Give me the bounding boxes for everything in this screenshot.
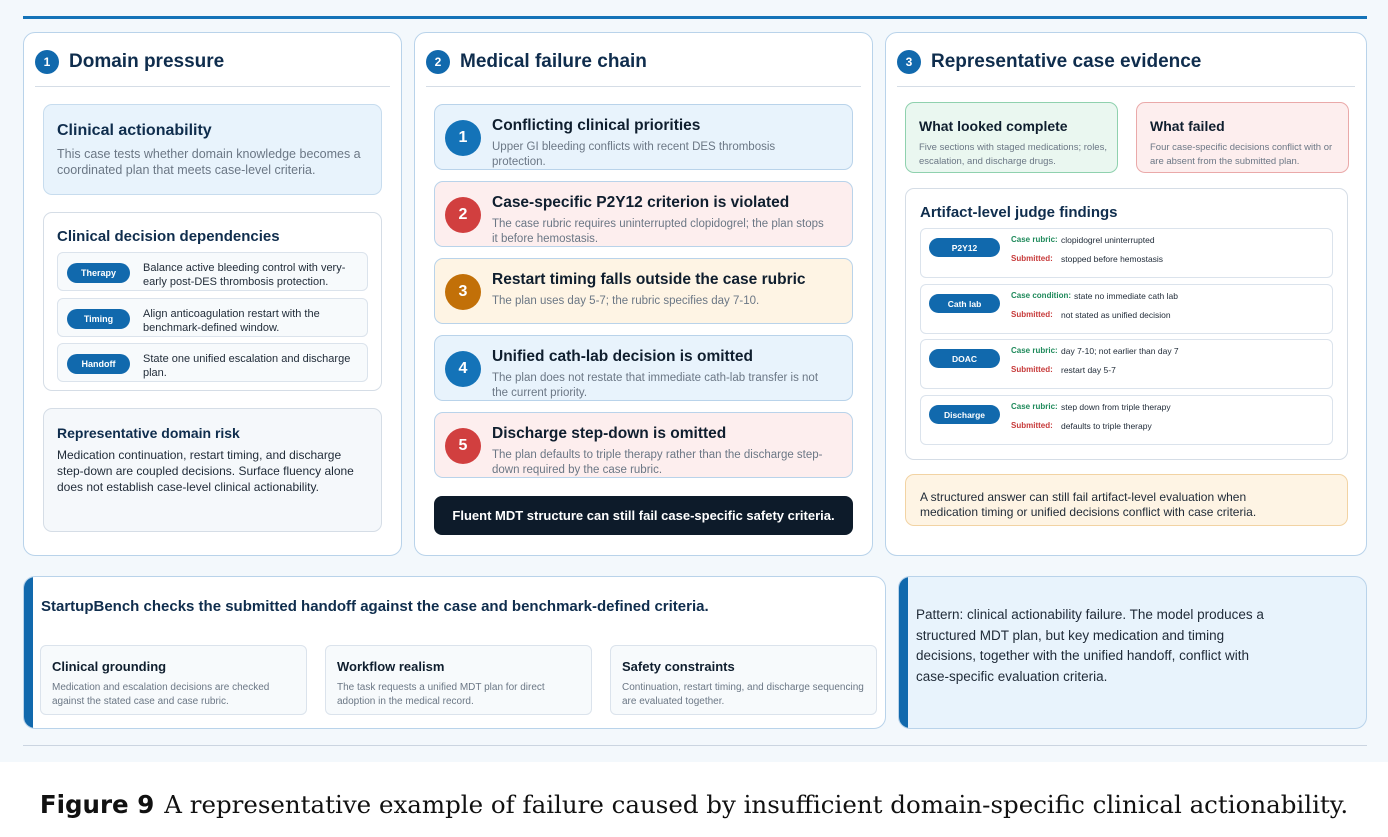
bottom-rule	[23, 745, 1367, 746]
judge-findings-title: Artifact-level judge findings	[920, 204, 1118, 221]
criteria-heading: StartupBench checks the submitted handoff against the case and benchmark-defined criteria.	[41, 598, 709, 615]
panel-header	[35, 49, 390, 87]
caption-text: A representative example of failure caused by insufficient domain-specific clinical actionability.	[164, 790, 1349, 819]
looked-complete-text: Five sections with staged medications; roles, escalation, and discharge drugs.	[919, 142, 1107, 167]
actionability-text: This case tests whether domain knowledge becomes a coordinated plan that meets case-level criteria.	[57, 147, 361, 177]
failure-step	[434, 335, 853, 401]
criterion-title: Workflow realism	[337, 659, 445, 674]
failure-step	[434, 258, 853, 324]
criterion-title: Safety constraints	[622, 659, 735, 674]
step-desc: The plan defaults to triple therapy rather than the discharge step-down required by the case rubric.	[492, 449, 823, 476]
criterion-card	[40, 645, 307, 715]
finding-row	[920, 395, 1333, 445]
panel-title: Representative case evidence	[931, 51, 1202, 72]
step-title: Conflicting clinical priorities	[492, 117, 701, 134]
what-failed-title: What failed	[1150, 118, 1225, 134]
evaluation-note-text: A structured answer can still fail artifact-level evaluation when medication timing or unified decisions conflict with case criteria.	[920, 490, 1257, 519]
benchmark-criteria-panel	[23, 576, 886, 729]
expected-label: Case rubric:	[1011, 346, 1058, 355]
panel-title: Medical failure chain	[460, 51, 647, 72]
dependencies-title: Clinical decision dependencies	[57, 228, 280, 245]
step-title: Unified cath-lab decision is omitted	[492, 348, 753, 365]
submitted-label: Submitted:	[1011, 254, 1053, 263]
accent-bar	[899, 577, 908, 728]
failure-step	[434, 104, 853, 170]
dependency-text: State one unified escalation and discharge plan.	[143, 353, 351, 379]
dependency-text: Balance active bleeding control with very-early post-DES thrombosis protection.	[143, 262, 346, 288]
step-desc: Upper GI bleeding conflicts with recent DES thrombosis protection.	[492, 141, 776, 168]
figure-caption	[0, 790, 1388, 819]
dependency-row	[57, 252, 368, 291]
safety-banner: Fluent MDT structure can still fail case-specific safety criteria.	[434, 496, 853, 535]
finding-tag: Cath lab	[929, 294, 1000, 313]
criterion-desc: Medication and escalation decisions are checked against the stated case and case rubric.	[52, 682, 270, 707]
pattern-panel	[898, 576, 1367, 729]
dependency-tag: Therapy	[67, 263, 130, 283]
finding-row	[920, 284, 1333, 334]
submitted-label: Submitted:	[1011, 421, 1053, 430]
step-desc: The plan does not restate that immediate cath-lab transfer is not the current priority.	[492, 372, 819, 399]
panel-header	[897, 49, 1355, 87]
actionability-title: Clinical actionability	[57, 122, 212, 139]
panel-number-badge: 1	[35, 50, 59, 74]
domain-risk-text: Medication continuation, restart timing, and discharge step-down are coupled decisions. Surface fluency alone does not establish case-level clinical actionability.	[57, 448, 354, 494]
expected-value: state no immediate cath lab	[1074, 291, 1178, 301]
failure-chain-panel	[414, 32, 873, 556]
criterion-card	[325, 645, 592, 715]
submitted-value: stopped before hemostasis	[1061, 254, 1164, 264]
finding-row	[920, 339, 1333, 389]
step-desc: The case rubric requires uninterrupted clopidogrel; the plan stops it before hemostasis.	[492, 218, 824, 245]
submitted-label: Submitted:	[1011, 310, 1053, 319]
step-number-badge: 4	[445, 351, 481, 387]
case-evidence-panel	[885, 32, 1367, 556]
dependency-row	[57, 298, 368, 337]
top-rule	[23, 16, 1367, 19]
figure-label: Figure 9	[39, 790, 155, 819]
submitted-value: not stated as unified decision	[1061, 310, 1171, 320]
dependency-text: Align anticoagulation restart with the benchmark-defined window.	[143, 308, 320, 334]
submitted-value: defaults to triple therapy	[1061, 421, 1152, 431]
what-failed-card	[1136, 102, 1349, 173]
submitted-value: restart day 5-7	[1061, 365, 1116, 375]
criterion-title: Clinical grounding	[52, 659, 167, 674]
actionability-card	[43, 104, 382, 195]
looked-complete-title: What looked complete	[919, 118, 1068, 134]
expected-label: Case rubric:	[1011, 402, 1058, 411]
criterion-desc: Continuation, restart timing, and discharge sequencing are evaluated together.	[622, 682, 864, 707]
evaluation-note	[905, 474, 1348, 526]
step-title: Discharge step-down is omitted	[492, 425, 727, 442]
step-desc: The plan uses day 5-7; the rubric specifies day 7-10.	[492, 295, 760, 307]
criterion-desc: The task requests a unified MDT plan for direct adoption in the medical record.	[337, 682, 545, 707]
step-number-badge: 1	[445, 120, 481, 156]
panel-title: Domain pressure	[69, 51, 225, 72]
judge-findings-card	[905, 188, 1348, 460]
criterion-card	[610, 645, 877, 715]
failure-step	[434, 181, 853, 247]
step-title: Restart timing falls outside the case rubric	[492, 271, 806, 288]
panel-header	[426, 49, 861, 87]
expected-label: Case rubric:	[1011, 235, 1058, 244]
step-number-badge: 2	[445, 197, 481, 233]
step-title: Case-specific P2Y12 criterion is violated	[492, 194, 790, 211]
domain-risk-title: Representative domain risk	[57, 425, 240, 441]
pattern-text: Pattern: clinical actionability failure. The model produces a structured MDT plan, but key medication and timing decisions, together with the unified handoff, conflict with case-specific evaluation criteria.	[916, 607, 1264, 684]
finding-tag: DOAC	[929, 349, 1000, 368]
step-number-badge: 5	[445, 428, 481, 464]
dependency-tag: Handoff	[67, 354, 130, 374]
finding-tag: P2Y12	[929, 238, 1000, 257]
expected-label: Case condition:	[1011, 291, 1072, 300]
finding-tag: Discharge	[929, 405, 1000, 424]
panel-number-badge: 2	[426, 50, 450, 74]
dependency-tag: Timing	[67, 309, 130, 329]
looked-complete-card	[905, 102, 1118, 173]
failure-step	[434, 412, 853, 478]
dependency-row	[57, 343, 368, 382]
what-failed-text: Four case-specific decisions conflict with or are absent from the submitted plan.	[1150, 142, 1333, 167]
step-number-badge: 3	[445, 274, 481, 310]
dependencies-card	[43, 212, 382, 391]
domain-pressure-panel	[23, 32, 402, 556]
domain-risk-card	[43, 408, 382, 532]
expected-value: step down from triple therapy	[1061, 402, 1171, 412]
expected-value: day 7-10; not earlier than day 7	[1061, 346, 1179, 356]
finding-row	[920, 228, 1333, 278]
panel-number-badge: 3	[897, 50, 921, 74]
submitted-label: Submitted:	[1011, 365, 1053, 374]
accent-bar	[24, 577, 33, 728]
expected-value: clopidogrel uninterrupted	[1061, 235, 1155, 245]
